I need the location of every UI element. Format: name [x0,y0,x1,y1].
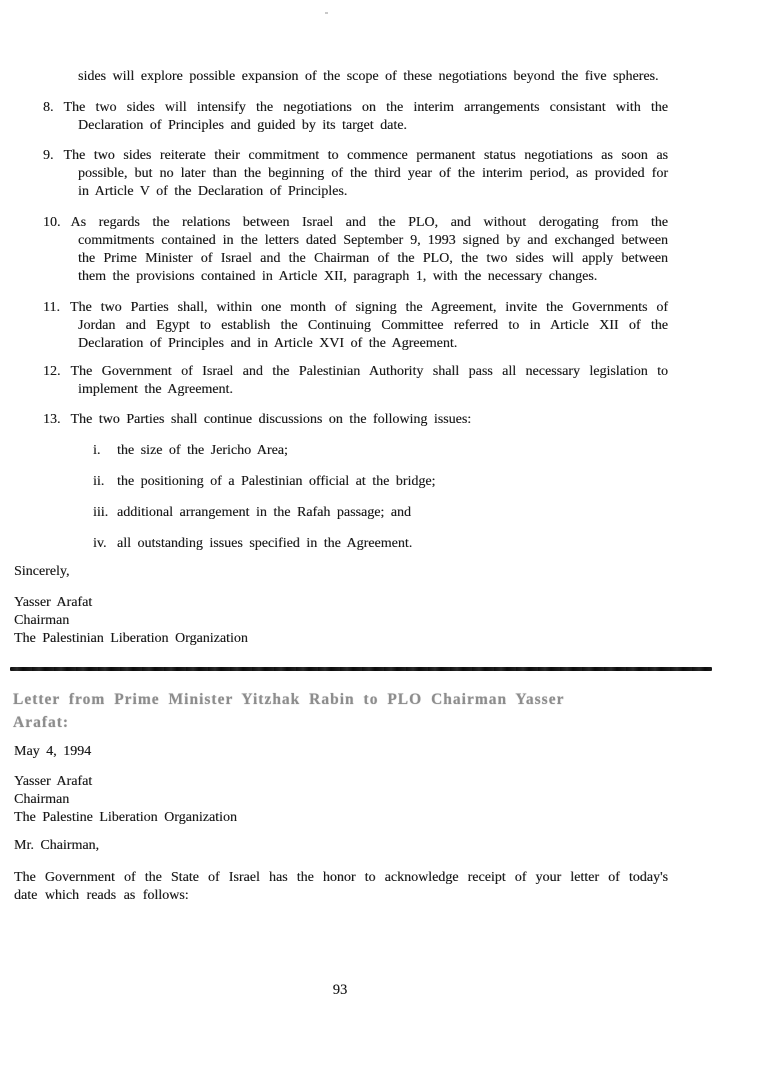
list-item-text: The two sides will intensify the negotiations on the interim arrangements consistant with the Declaration of Principles and guided by its target date. [63,100,668,133]
list-item-13 [43,411,668,429]
recipient-title: Chairman [14,792,70,807]
list-item-text: The two Parties shall, within one month of signing the Agreement, invite the Governments of Jordan and Egypt to establish the Continuing Committee referred to in Article XII of the Declaration of Principles and in Article XVI of the Agreement. [69,300,668,351]
letter-salutation: Mr. Chairman, [14,838,100,853]
sub-item-text: the size of the Jericho Area; [117,443,288,458]
list-item-11 [43,299,668,353]
sub-item-text: all outstanding issues specified in the Agreement. [117,536,413,551]
list-item-9 [43,147,668,201]
recipient-organization: The Palestine Liberation Organization [14,810,237,825]
list-item-text: The two Parties shall continue discussions on the following issues: [70,412,472,427]
list-item-number: 9. [43,148,54,163]
list-item-number: 10. [43,215,61,230]
signature-block-arafat [14,594,668,648]
sub-item-text: the positioning of a Palestinian official at the bridge; [117,474,436,489]
sub-item-text: additional arrangement in the Rafah passage; and [117,505,412,520]
sub-item-numeral: iii. [93,505,109,520]
list-item-number: 12. [43,364,61,379]
letter-date: May 4, 1994 [14,744,92,759]
list-item-number: 11. [43,300,60,315]
recipient-name: Yasser Arafat [14,774,93,789]
list-item-text: The two sides reiterate their commitment to commence permanent status negotiations as soon as possible, but no later than the beginning of the third year of the interim period, as provided for in Article V of the Declaration of Principles. [63,148,668,199]
scan-artifact-speck [325,12,328,14]
signature-title: Chairman [14,613,70,628]
list-item-10 [43,214,668,286]
list-item-number: 13. [43,412,61,427]
paragraph-continuation: sides will explore possible expansion of the scope of these negotiations beyond the five spheres. [78,69,659,84]
list-item-text: As regards the relations between Israel and the PLO, and without derogating from the commitments contained in the letters dated September 9, 1993 signed by and exchanged between the Prime Minister of Israel and the Chairman of the PLO, the two sides will apply between them the provisions contained in Article XII, paragraph 1, with the necessary changes. [70,215,668,284]
recipient-block [14,773,668,827]
letter-closing: Sincerely, [14,564,70,579]
list-item-8 [43,99,668,135]
sub-item-numeral: iv. [93,536,107,551]
signature-name: Yasser Arafat [14,595,93,610]
sub-item-ii [43,473,668,491]
page-number: 93 [332,982,348,998]
letter-body-paragraph: The Government of the State of Israel has the honor to acknowledge receipt of your letter of today's date which reads as follows: [14,870,668,903]
heading-line-1: Letter from Prime Minister Yitzhak Rabin to PLO Chairman Yasser [13,691,565,708]
letter-heading-faded [13,688,698,734]
heading-line-2: Arafat: [13,714,70,731]
section-divider-rule [10,667,712,671]
sub-item-numeral: ii. [93,474,105,489]
sub-item-i [43,442,668,460]
signature-organization: The Palestinian Liberation Organization [14,631,248,646]
sub-item-iii [43,504,668,522]
sub-item-iv [43,535,668,553]
list-item-12 [43,363,668,399]
list-item-number: 8. [43,100,54,115]
list-item-text: The Government of Israel and the Palestinian Authority shall pass all necessary legislation to implement the Agreement. [70,364,668,397]
sub-item-numeral: i. [93,443,101,458]
